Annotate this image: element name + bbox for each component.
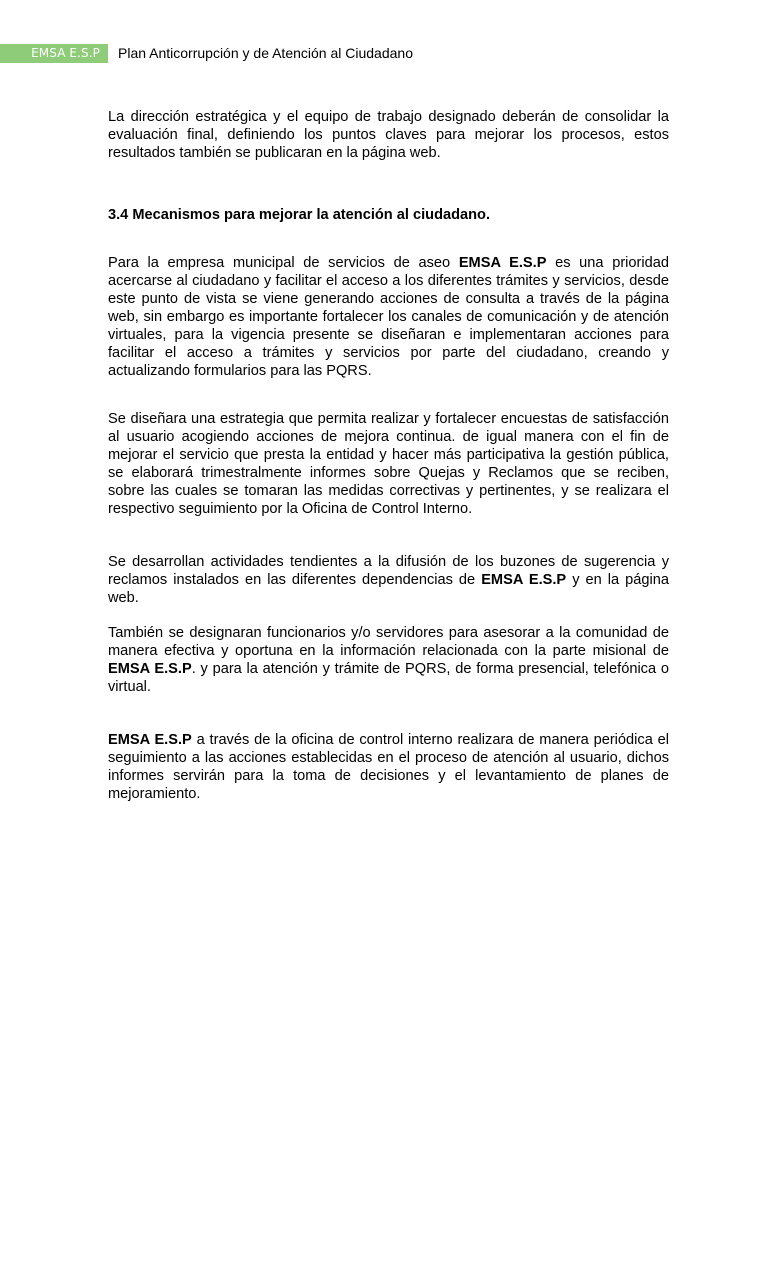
header-document-title: Plan Anticorrupción y de Atención al Ciudadano [118,45,413,61]
paragraph-staff-text-c: . y para la atención y trámite de PQRS, de forma presencial, telefónica o virtual. [108,661,669,695]
paragraph-suggestion-company: EMSA E.S.P [481,572,567,588]
header-company-tag: EMSA E.S.P [0,44,108,63]
paragraph-priority-company: EMSA E.S.P [458,255,547,271]
paragraph-priority-text-c: es una prioridad acercarse al ciudadano y facilitar el acceso a los diferentes trámites y servicios, desde este punto de vista se viene generando acciones de consulta a través de la página web, sin embargo es importante fortalecer los canales de comunicación y de atención virtuales, para la vigencia presente se diseñaran e implementaran acciones para facilitar el acceso a trámites y servicios por parte del ciudadano, creando y actualizando formularios para las PQRS. [108,255,669,379]
paragraph-staff [108,624,669,696]
paragraph-staff-text-a: También se designaran funcionarios y/o servidores para asesorar a la comunidad de manera efectiva y oportuna en la información relacionada con la parte misional de [108,625,669,659]
section-heading: 3.4 Mecanismos para mejorar la atención al ciudadano. [108,207,491,223]
paragraph-monitoring-text-c: a través de la oficina de control interno realizara de manera periódica el seguimiento a las acciones establecidas en el proceso de atención al usuario, dichos informes servirán para la toma de decisiones y el levantamiento de planes de mejoramiento. [108,732,669,802]
paragraph-priority-text-a: Para la empresa municipal de servicios de aseo [108,255,459,271]
paragraph-monitoring-company: EMSA E.S.P [108,732,192,748]
paragraph-suggestion-text-a: Se desarrollan actividades tendientes a la difusión de los buzones de sugerencia y reclamos instalados en las diferentes dependencias de [108,554,669,588]
paragraph-suggestion-boxes [108,553,669,607]
paragraph-evaluation: La dirección estratégica y el equipo de trabajo designado deberán de consolidar la evaluación final, definiendo los puntos claves para mejorar los procesos, estos resultados también se publicaran en la página web. [108,109,669,161]
paragraph-suggestion-text-c: y en la página web. [108,572,669,606]
paragraph-priority [108,254,669,380]
document-body [108,108,669,803]
page-header [0,44,413,63]
paragraph-monitoring [108,731,669,803]
paragraph-staff-company: EMSA E.S.P [108,661,192,677]
paragraph-strategy: Se diseñara una estrategia que permita realizar y fortalecer encuestas de satisfacción al usuario acogiendo acciones de mejora continua. de igual manera con el fin de mejorar el servicio que presta la entidad y hacer más participativa la gestión pública, se elaborará trimestralmente informes sobre Quejas y Reclamos que se reciben, sobre las cuales se tomaran las medidas correctivas y pertinentes, y se realizara el respectivo seguimiento por la Oficina de Control Interno. [108,411,669,517]
